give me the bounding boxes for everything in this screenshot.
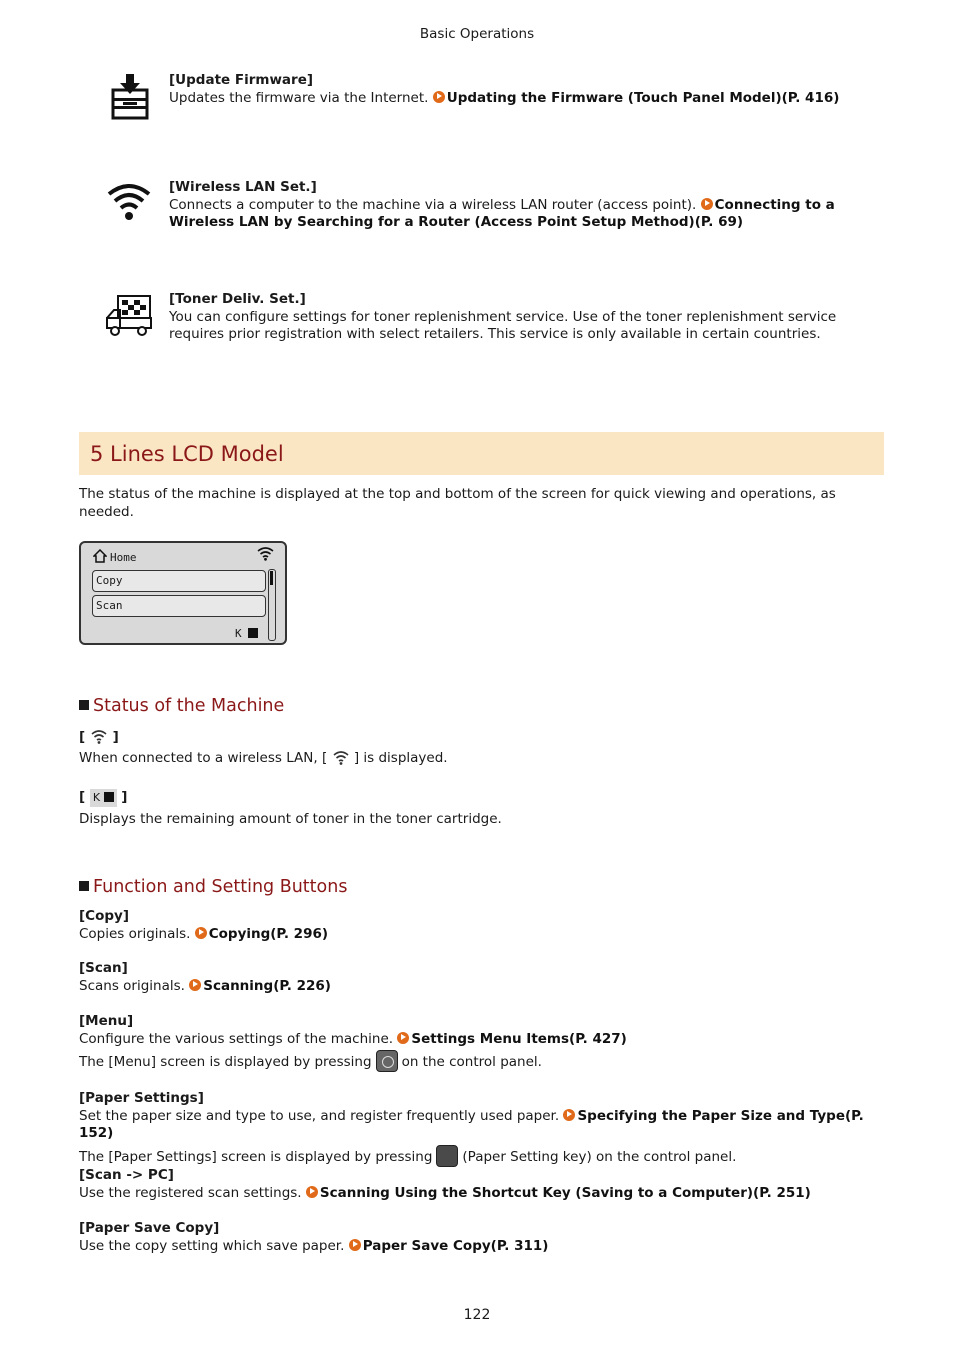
lcd-wifi-icon [257,546,274,561]
paper-save-copy-title: [Paper Save Copy] [79,1220,220,1236]
scan-to-pc-desc-line [79,1185,879,1203]
link-arrow-icon [306,1186,318,1198]
paper-save-copy-link[interactable]: Paper Save Copy(P. 311) [362,1237,549,1254]
menu-note-line [79,1050,879,1072]
copy-desc-line [79,926,879,944]
wireless-lan-desc-text: Connects a computer to the machine via a wireless LAN router (access point). [169,196,697,213]
toner-delivery-title: [Toner Deliv. Set.] [169,291,306,307]
wireless-lan-icon [104,180,154,230]
paper-settings-note-line [79,1145,879,1167]
toner-delivery-item [169,291,859,344]
menu-note-after: on the control panel. [401,1054,542,1070]
paper-note-before: The [Paper Settings] screen is displayed by pressing [79,1148,433,1165]
toner-delivery-desc-1: You can configure settings for toner replenishment service. Use of the toner replenishment service [169,308,837,325]
menu-desc: Configure the various settings of the machine. [79,1030,394,1047]
function-heading [79,876,347,898]
paper-settings-desc-line [79,1108,879,1143]
function-heading-text: Function and Setting Buttons [93,877,348,897]
scan-to-pc-link[interactable]: Scanning Using the Shortcut Key (Saving to a Computer)(P. 251) [319,1184,811,1201]
menu-link[interactable]: Settings Menu Items(P. 427) [411,1030,627,1047]
paper-setting-key-icon [436,1145,458,1167]
wifi-desc-after: ] is displayed. [353,750,448,766]
link-arrow-icon [563,1109,575,1121]
link-arrow-icon [195,927,207,939]
copy-title: [Copy] [79,908,129,924]
paper-note-after: (Paper Setting key) on the control panel. [462,1148,737,1165]
toner-bracket-open: [ [79,789,86,805]
wifi-desc-before: When connected to a wireless LAN, [ [79,750,328,766]
link-arrow-icon [349,1239,361,1251]
link-arrow-icon [433,91,445,103]
paper-save-copy-entry [79,1220,879,1255]
scan-desc-line [79,978,879,996]
wireless-lan-item [169,179,859,232]
toner-level-icon [104,792,114,802]
toner-indicator-label: K [92,791,101,804]
paper-settings-entry [79,1090,879,1167]
wifi-status-desc [79,748,879,768]
scan-entry [79,960,879,995]
update-firmware-desc [169,90,859,108]
update-firmware-title: [Update Firmware] [169,72,314,88]
wireless-lan-desc [169,197,859,215]
wireless-lan-link-part1[interactable]: Connecting to a [714,196,835,213]
lcd-home-label: Home [110,551,137,564]
wifi-status-term [79,727,879,747]
wireless-lan-title: [Wireless LAN Set.] [169,179,317,195]
paper-settings-title: [Paper Settings] [79,1090,204,1106]
link-arrow-icon [701,198,713,210]
lcd-row-copy: Copy [92,570,266,592]
lcd-toner-indicator [235,627,258,641]
toner-indicator-icon [90,789,117,807]
section-title: 5 Lines LCD Model [90,442,284,466]
menu-note-before: The [Menu] screen is displayed by pressing [79,1054,372,1070]
intro-line-2: needed. [79,503,134,520]
page-number: 122 [463,1307,491,1323]
paper-save-copy-desc-line [79,1238,879,1256]
copy-link[interactable]: Copying(P. 296) [208,925,329,942]
status-heading-text: Status of the Machine [93,696,285,716]
wireless-lan-link-part2[interactable]: Wireless LAN by Searching for a Router (Access Point Setup Method)(P. 69) [169,214,744,230]
running-header: Basic Operations [419,26,535,42]
lcd-row-scan: Scan [92,595,266,617]
bullet-square-icon [79,700,89,710]
paper-settings-desc: Set the paper size and type to use, and register frequently used paper. [79,1107,560,1124]
paper-settings-link[interactable]: Specifying the Paper Size and Type(P. 152) [79,1107,864,1141]
home-icon [93,549,107,563]
scan-to-pc-title: [Scan -> PC] [79,1167,174,1183]
menu-key-icon [376,1050,398,1072]
menu-desc-line [79,1031,879,1049]
menu-entry [79,1013,879,1072]
bullet-square-icon [79,881,89,891]
copy-entry [79,908,879,943]
menu-title: [Menu] [79,1013,134,1029]
update-firmware-link[interactable]: Updating the Firmware (Touch Panel Model)(P. 416) [446,89,840,106]
lcd-scrollbar [268,569,276,641]
update-firmware-item [169,72,859,107]
firmware-update-icon [104,72,154,122]
toner-status-term [79,789,879,807]
status-heading [79,695,284,717]
scan-to-pc-entry [79,1167,879,1202]
toner-bracket-close: ] [121,789,128,805]
link-arrow-icon [189,979,201,991]
toner-delivery-icon [104,292,154,342]
wifi-icon [90,727,108,745]
link-arrow-icon [397,1032,409,1044]
scan-link[interactable]: Scanning(P. 226) [203,977,331,994]
toner-status-desc: Displays the remaining amount of toner in the toner cartridge. [79,811,502,827]
lcd-toner-label: K [235,627,242,640]
intro-line-1: The status of the machine is displayed at the top and bottom of the screen for quick viewing and operations, as [79,486,836,502]
scan-title: [Scan] [79,960,128,976]
wifi-bracket-close: ] [112,729,119,745]
wifi-bracket-open: [ [79,729,86,745]
lcd-screen-illustration [79,541,287,645]
toner-delivery-desc-2: requires prior registration with select retailers. This service is only available in certain countries. [169,326,821,342]
copy-desc: Copies originals. [79,925,191,942]
scan-to-pc-desc: Use the registered scan settings. [79,1184,302,1201]
intro-paragraph [79,486,879,521]
toner-level-icon [248,628,258,638]
section-banner [79,432,884,475]
paper-save-copy-desc: Use the copy setting which save paper. [79,1237,345,1254]
update-firmware-desc-text: Updates the firmware via the Internet. [169,89,429,106]
wifi-icon [332,748,350,766]
scan-desc: Scans originals. [79,977,185,994]
